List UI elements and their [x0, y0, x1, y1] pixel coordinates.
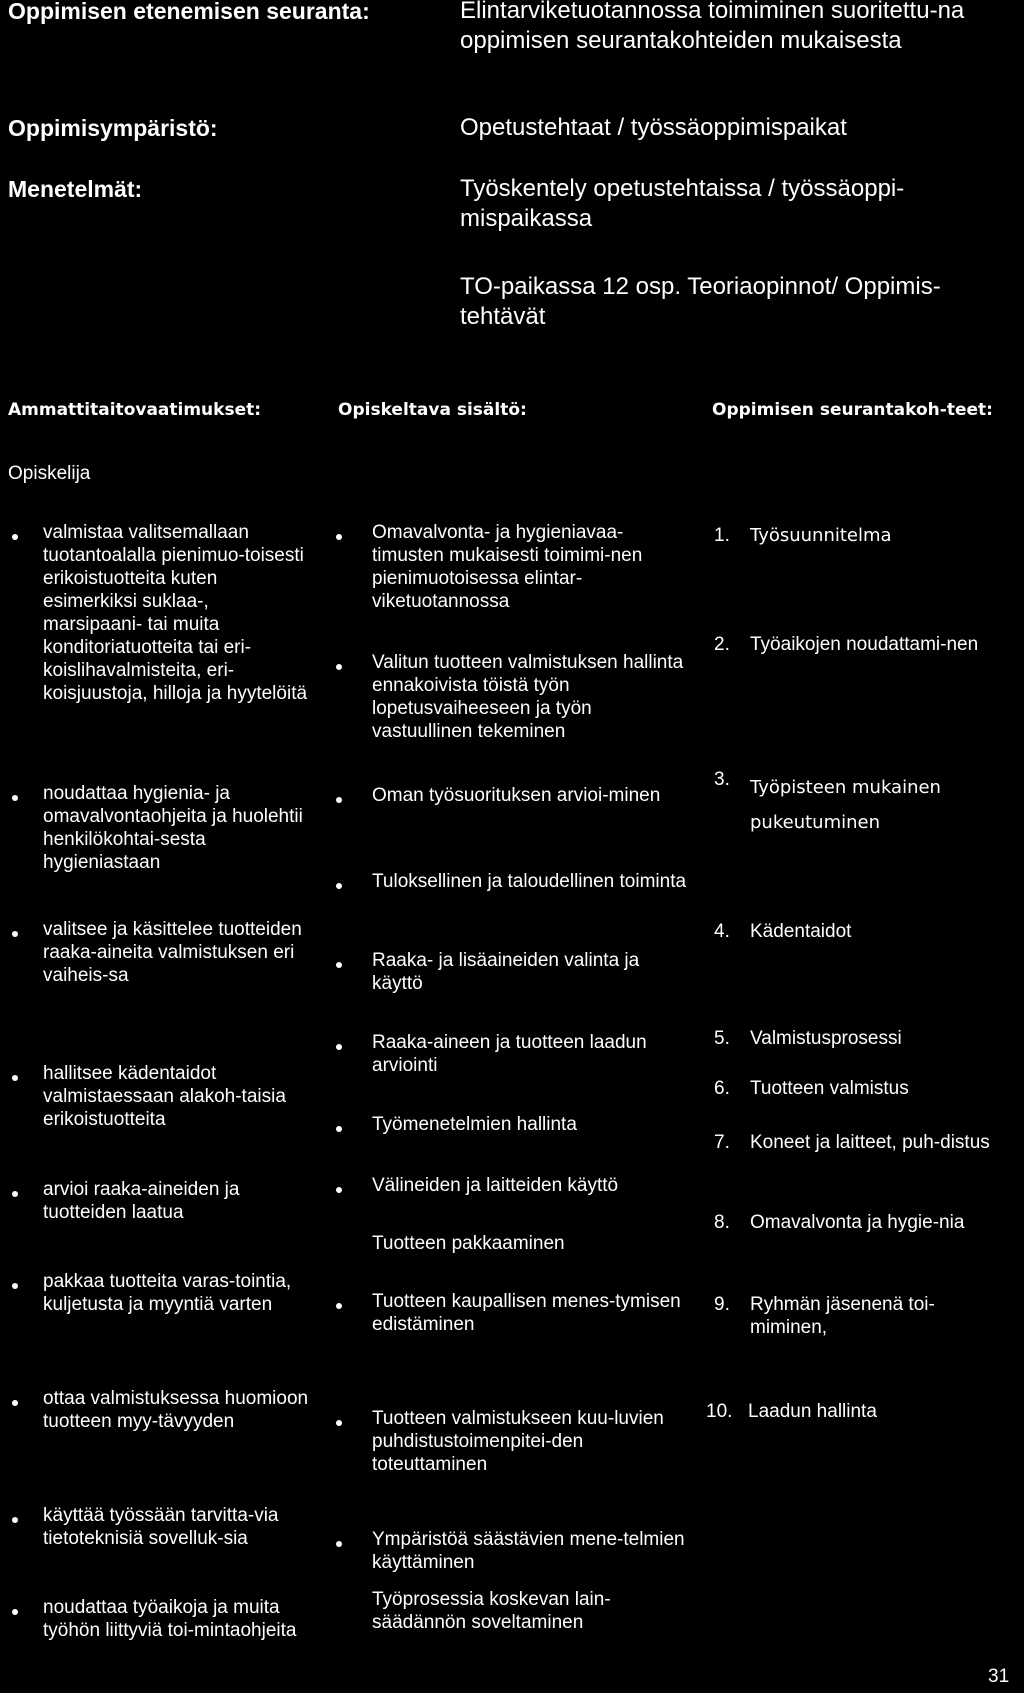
list-number: 5.: [714, 1028, 730, 1049]
list-item: Työaikojen noudattami-nen: [750, 634, 979, 655]
list-number: 3.: [714, 769, 730, 790]
bullet: [336, 1420, 342, 1426]
col2-header: Opiskeltava sisältö:: [338, 400, 527, 420]
col1-header: Ammattitaitovaatimukset:: [8, 400, 262, 420]
bullet: [336, 962, 342, 968]
bullet: [336, 1541, 342, 1547]
bullet: [12, 1191, 18, 1197]
list-item: ottaa valmistuksessa huomioon tuotteen myy-tävyyden: [43, 1388, 309, 1432]
list-item: Välineiden ja laitteiden käyttö: [372, 1175, 619, 1196]
list-number: 4.: [714, 921, 730, 942]
list-number: 10.: [706, 1401, 733, 1422]
bullet: [336, 534, 342, 540]
list-item: Raaka- ja lisäaineiden valinta ja käyttö: [372, 950, 640, 994]
list-item: Ympäristöä säästävien mene-telmien käyttäminen: [372, 1529, 685, 1573]
bullet: [336, 664, 342, 670]
bullet: [12, 1517, 18, 1523]
bullet: [336, 883, 342, 889]
list-number: 9.: [714, 1294, 730, 1315]
list-item: Tuotteen valmistus: [750, 1078, 909, 1099]
list-number: 2.: [714, 634, 730, 655]
list-item: Työpisteen mukainen pukeutuminen: [750, 777, 941, 833]
bullet: [12, 1075, 18, 1081]
bullet: [336, 1187, 342, 1193]
list-item: Ryhmän jäsenenä toi-miminen,: [750, 1294, 935, 1338]
list-item: Työsuunnitelma: [750, 525, 892, 546]
bullet: [12, 1283, 18, 1289]
col3-header: Oppimisen seurantakoh-teet:: [712, 400, 993, 420]
list-item: valmistaa valitsemallaan tuotantoalalla pienimuo-toisesti erikoistuotteita kuten esimerkiksi suklaa-, marsipaani- tai muita konditoriatuotteita tai eri-koislihavalmisteita, eri-koisjuustoja, hilloja ja hyytelöitä: [43, 522, 308, 704]
list-item: Tuloksellinen ja taloudellinen toiminta: [372, 871, 687, 892]
list-item: Laadun hallinta: [748, 1401, 877, 1422]
menetelmat-value-2: TO-paikassa 12 osp. Teoriaopinnot/ Oppimis-tehtävät: [460, 273, 941, 330]
list-item: Kädentaidot: [750, 921, 852, 942]
seuranta-value: Elintarviketuotannossa toimiminen suoritettu-na oppimisen seurantakohteiden mukaisesta: [460, 0, 965, 54]
bullet: [12, 795, 18, 801]
list-item: valitsee ja käsittelee tuotteiden raaka-aineita valmistuksen eri vaiheis-sa: [43, 919, 302, 986]
list-item: Tuotteen pakkaaminen: [372, 1233, 565, 1254]
list-item: hallitsee kädentaidot valmistaessaan alakoh-taisia erikoistuotteita: [43, 1063, 286, 1130]
ymparisto-value: Opetustehtaat / työssäoppimispaikat: [460, 114, 847, 141]
list-item: noudattaa työaikoja ja muita työhön liittyviä toi-mintaohjeita: [43, 1597, 297, 1641]
list-item: Omavalvonta ja hygie-nia: [750, 1212, 965, 1233]
list-item: arvioi raaka-aineiden ja tuotteiden laatua: [43, 1179, 240, 1223]
list-item: Työprosessia koskevan lain-säädännön soveltaminen: [372, 1589, 611, 1633]
bullet: [336, 1044, 342, 1050]
bullet: [12, 931, 18, 937]
list-item: noudattaa hygienia- ja omavalvontaohjeita ja huolehtii henkilökohtai-sesta hygieniastaan: [43, 783, 303, 873]
list-item: Valitun tuotteen valmistuksen hallinta ennakoivista töistä työn lopetusvaiheeseen ja työn vastuullinen tekeminen: [372, 652, 684, 742]
menetelmat-value-1: Työskentely opetustehtaissa / työssäoppi-mispaikassa: [460, 175, 905, 232]
list-number: 8.: [714, 1212, 730, 1233]
bullet: [336, 797, 342, 803]
list-number: 1.: [714, 525, 730, 546]
bullet: [336, 1126, 342, 1132]
bullet: [336, 1303, 342, 1309]
bullet: [12, 1609, 18, 1615]
list-item: käyttää työssään tarvitta-via tietoteknisiä sovelluk-sia: [43, 1505, 279, 1549]
ymparisto-label: Oppimisympäristö:: [8, 115, 218, 141]
list-number: 6.: [714, 1078, 730, 1099]
bullet: [12, 1400, 18, 1406]
list-number: 7.: [714, 1132, 730, 1153]
page-number: 31: [988, 1666, 1010, 1687]
list-item: Oman työsuorituksen arvioi-minen: [372, 785, 661, 806]
bullet: [12, 534, 18, 540]
seuranta-label: Oppimisen etenemisen seuranta:: [8, 0, 370, 24]
list-item: Valmistusprosessi: [750, 1028, 902, 1049]
list-item: Tuotteen valmistukseen kuu-luvien puhdistustoimenpitei-den toteuttaminen: [372, 1408, 664, 1475]
list-item: Koneet ja laitteet, puh-distus: [750, 1132, 990, 1153]
list-item: Omavalvonta- ja hygieniavaa-timusten mukaisesti toimimi-nen pienimuotoisessa elintar-viketuotannossa: [372, 522, 643, 612]
list-item: Raaka-aineen ja tuotteen laadun arviointi: [372, 1032, 647, 1076]
col1-subheader: Opiskelija: [8, 463, 91, 484]
list-item: Työmenetelmien hallinta: [372, 1114, 577, 1135]
list-item: Tuotteen kaupallisen menes-tymisen edistäminen: [372, 1291, 681, 1335]
list-item: pakkaa tuotteita varas-tointia, kuljetusta ja myyntiä varten: [43, 1271, 292, 1315]
menetelmat-label: Menetelmät:: [8, 176, 143, 202]
